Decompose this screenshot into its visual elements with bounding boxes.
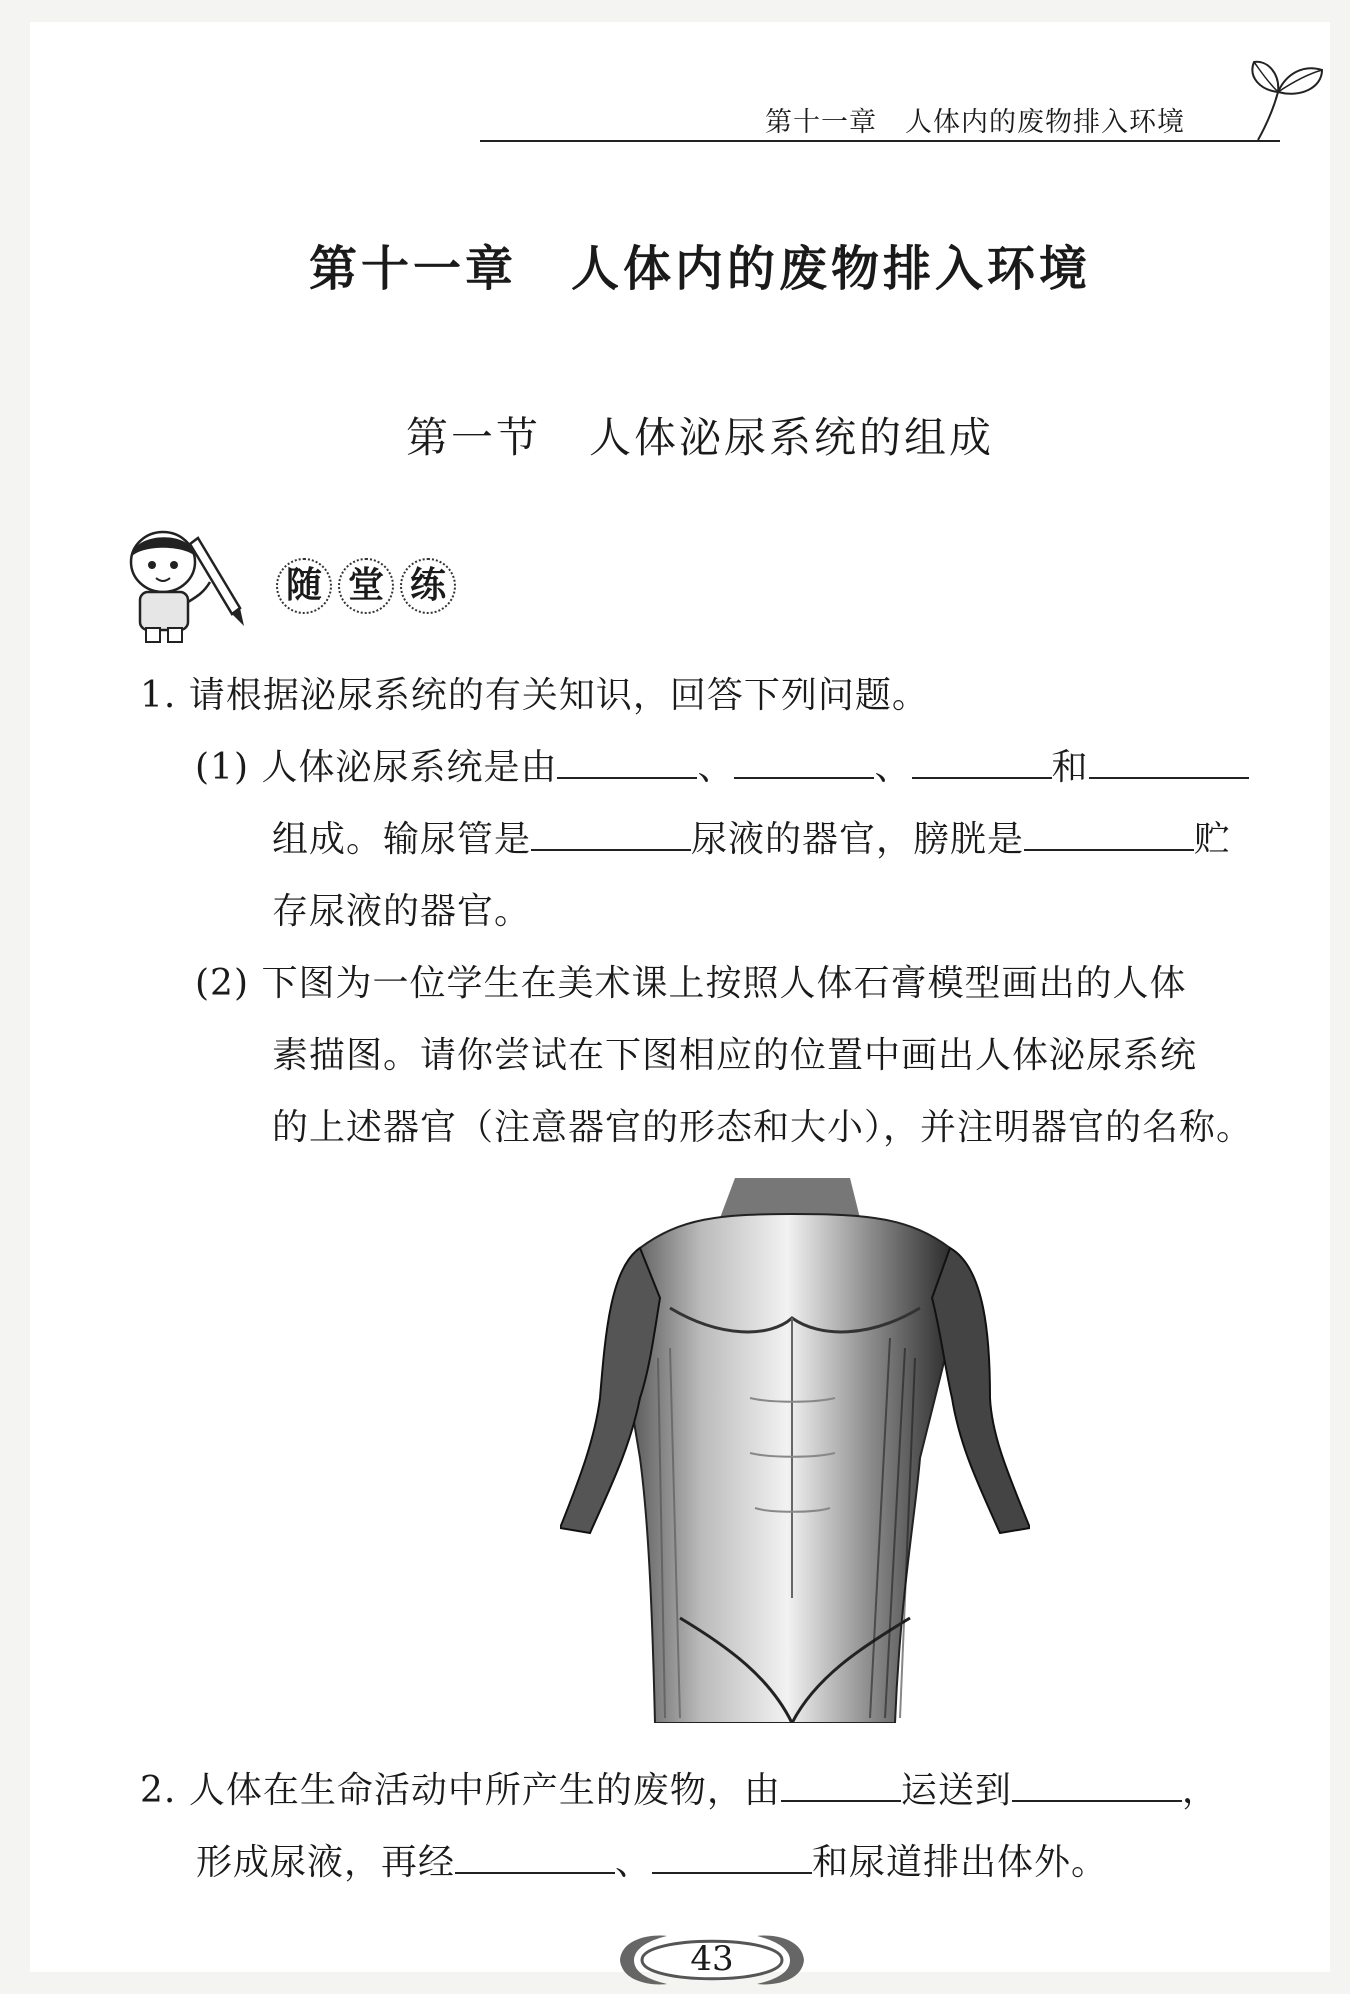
- running-header-title: 第十一章 人体内的废物排入环境: [765, 107, 1185, 138]
- practice-char-2: 堂: [338, 558, 394, 614]
- section-title: [0, 405, 1350, 465]
- separator: 、: [615, 1842, 653, 1883]
- leaf-icon: [1238, 52, 1328, 142]
- practice-label: [276, 558, 456, 614]
- chapter-number: 第十一章: [308, 241, 517, 297]
- practice-banner: [118, 520, 478, 645]
- question-1-stem: [140, 660, 929, 732]
- q1-part2-line3: 的上述器官（注意器官的形态和大小），并注明器官的名称。: [272, 1107, 1254, 1148]
- q1-part1-label: (1): [195, 747, 249, 788]
- answer-blank-destination[interactable]: [1012, 1766, 1182, 1802]
- q1-part2-line1: [195, 948, 1186, 1020]
- page-number-badge: [612, 1930, 812, 1990]
- question-1-text: 请根据泌尿系统的有关知识，回答下列问题。: [188, 675, 929, 716]
- separator: 、: [697, 747, 735, 788]
- q1-part2-text-1: 下图为一位学生在美术课上按照人体石膏模型画出的人体: [261, 963, 1187, 1004]
- answer-blank-path-2[interactable]: [652, 1838, 812, 1874]
- answer-blank-organ-1[interactable]: [557, 743, 697, 779]
- q2-text-d: 形成尿液，再经: [196, 1842, 456, 1883]
- q2-text-e: 和尿道排出体外。: [812, 1842, 1109, 1883]
- question-2-line1: [140, 1755, 1219, 1827]
- answer-blank-ureter-function[interactable]: [531, 815, 691, 851]
- torso-sketch-drawing-area[interactable]: [560, 1178, 1030, 1723]
- answer-blank-organ-3[interactable]: [912, 743, 1052, 779]
- q2-text-a: 人体在生命活动中所产生的废物，由: [188, 1770, 781, 1811]
- q1-part1-line2: [272, 804, 1231, 876]
- question-1-number: 1.: [140, 675, 177, 716]
- running-header: [480, 100, 1280, 140]
- page-number: 43: [690, 1939, 734, 1979]
- answer-blank-bladder-function[interactable]: [1024, 815, 1194, 851]
- q2-text-c: ，: [1181, 1770, 1219, 1811]
- question-2-line2: [196, 1827, 1108, 1899]
- and-text: 和: [1051, 747, 1089, 788]
- section-name: 人体泌尿系统的组成: [589, 413, 995, 462]
- answer-blank-transport[interactable]: [781, 1766, 901, 1802]
- q1-part1-text-b: 组成。输尿管是: [272, 819, 532, 860]
- student-with-pencil-icon: [118, 520, 248, 645]
- chapter-name: 人体内的废物排入环境: [571, 241, 1092, 297]
- answer-blank-path-1[interactable]: [455, 1838, 615, 1874]
- separator: 、: [874, 747, 912, 788]
- practice-char-3: 练: [400, 558, 456, 614]
- q1-part1-text-d: 贮: [1194, 819, 1232, 860]
- q1-part2-label: (2): [195, 963, 249, 1004]
- q1-part2-line2: 素描图。请你尝试在下图相应的位置中画出人体泌尿系统: [272, 1035, 1198, 1076]
- answer-blank-organ-4[interactable]: [1089, 743, 1249, 779]
- q1-part1-text-a: 人体泌尿系统是由: [261, 747, 558, 788]
- question-2-number: 2.: [140, 1770, 177, 1811]
- q1-part1-line1: [195, 732, 1249, 804]
- practice-char-1: 随: [276, 558, 332, 614]
- q2-text-b: 运送到: [900, 1770, 1012, 1811]
- header-rule: [480, 140, 1280, 142]
- answer-blank-organ-2[interactable]: [734, 743, 874, 779]
- section-number: 第一节: [405, 413, 541, 462]
- q1-part1-text-c: 尿液的器官，膀胱是: [691, 819, 1025, 860]
- q1-part1-line3: 存尿液的器官。: [272, 891, 532, 932]
- chapter-title: [0, 230, 1350, 299]
